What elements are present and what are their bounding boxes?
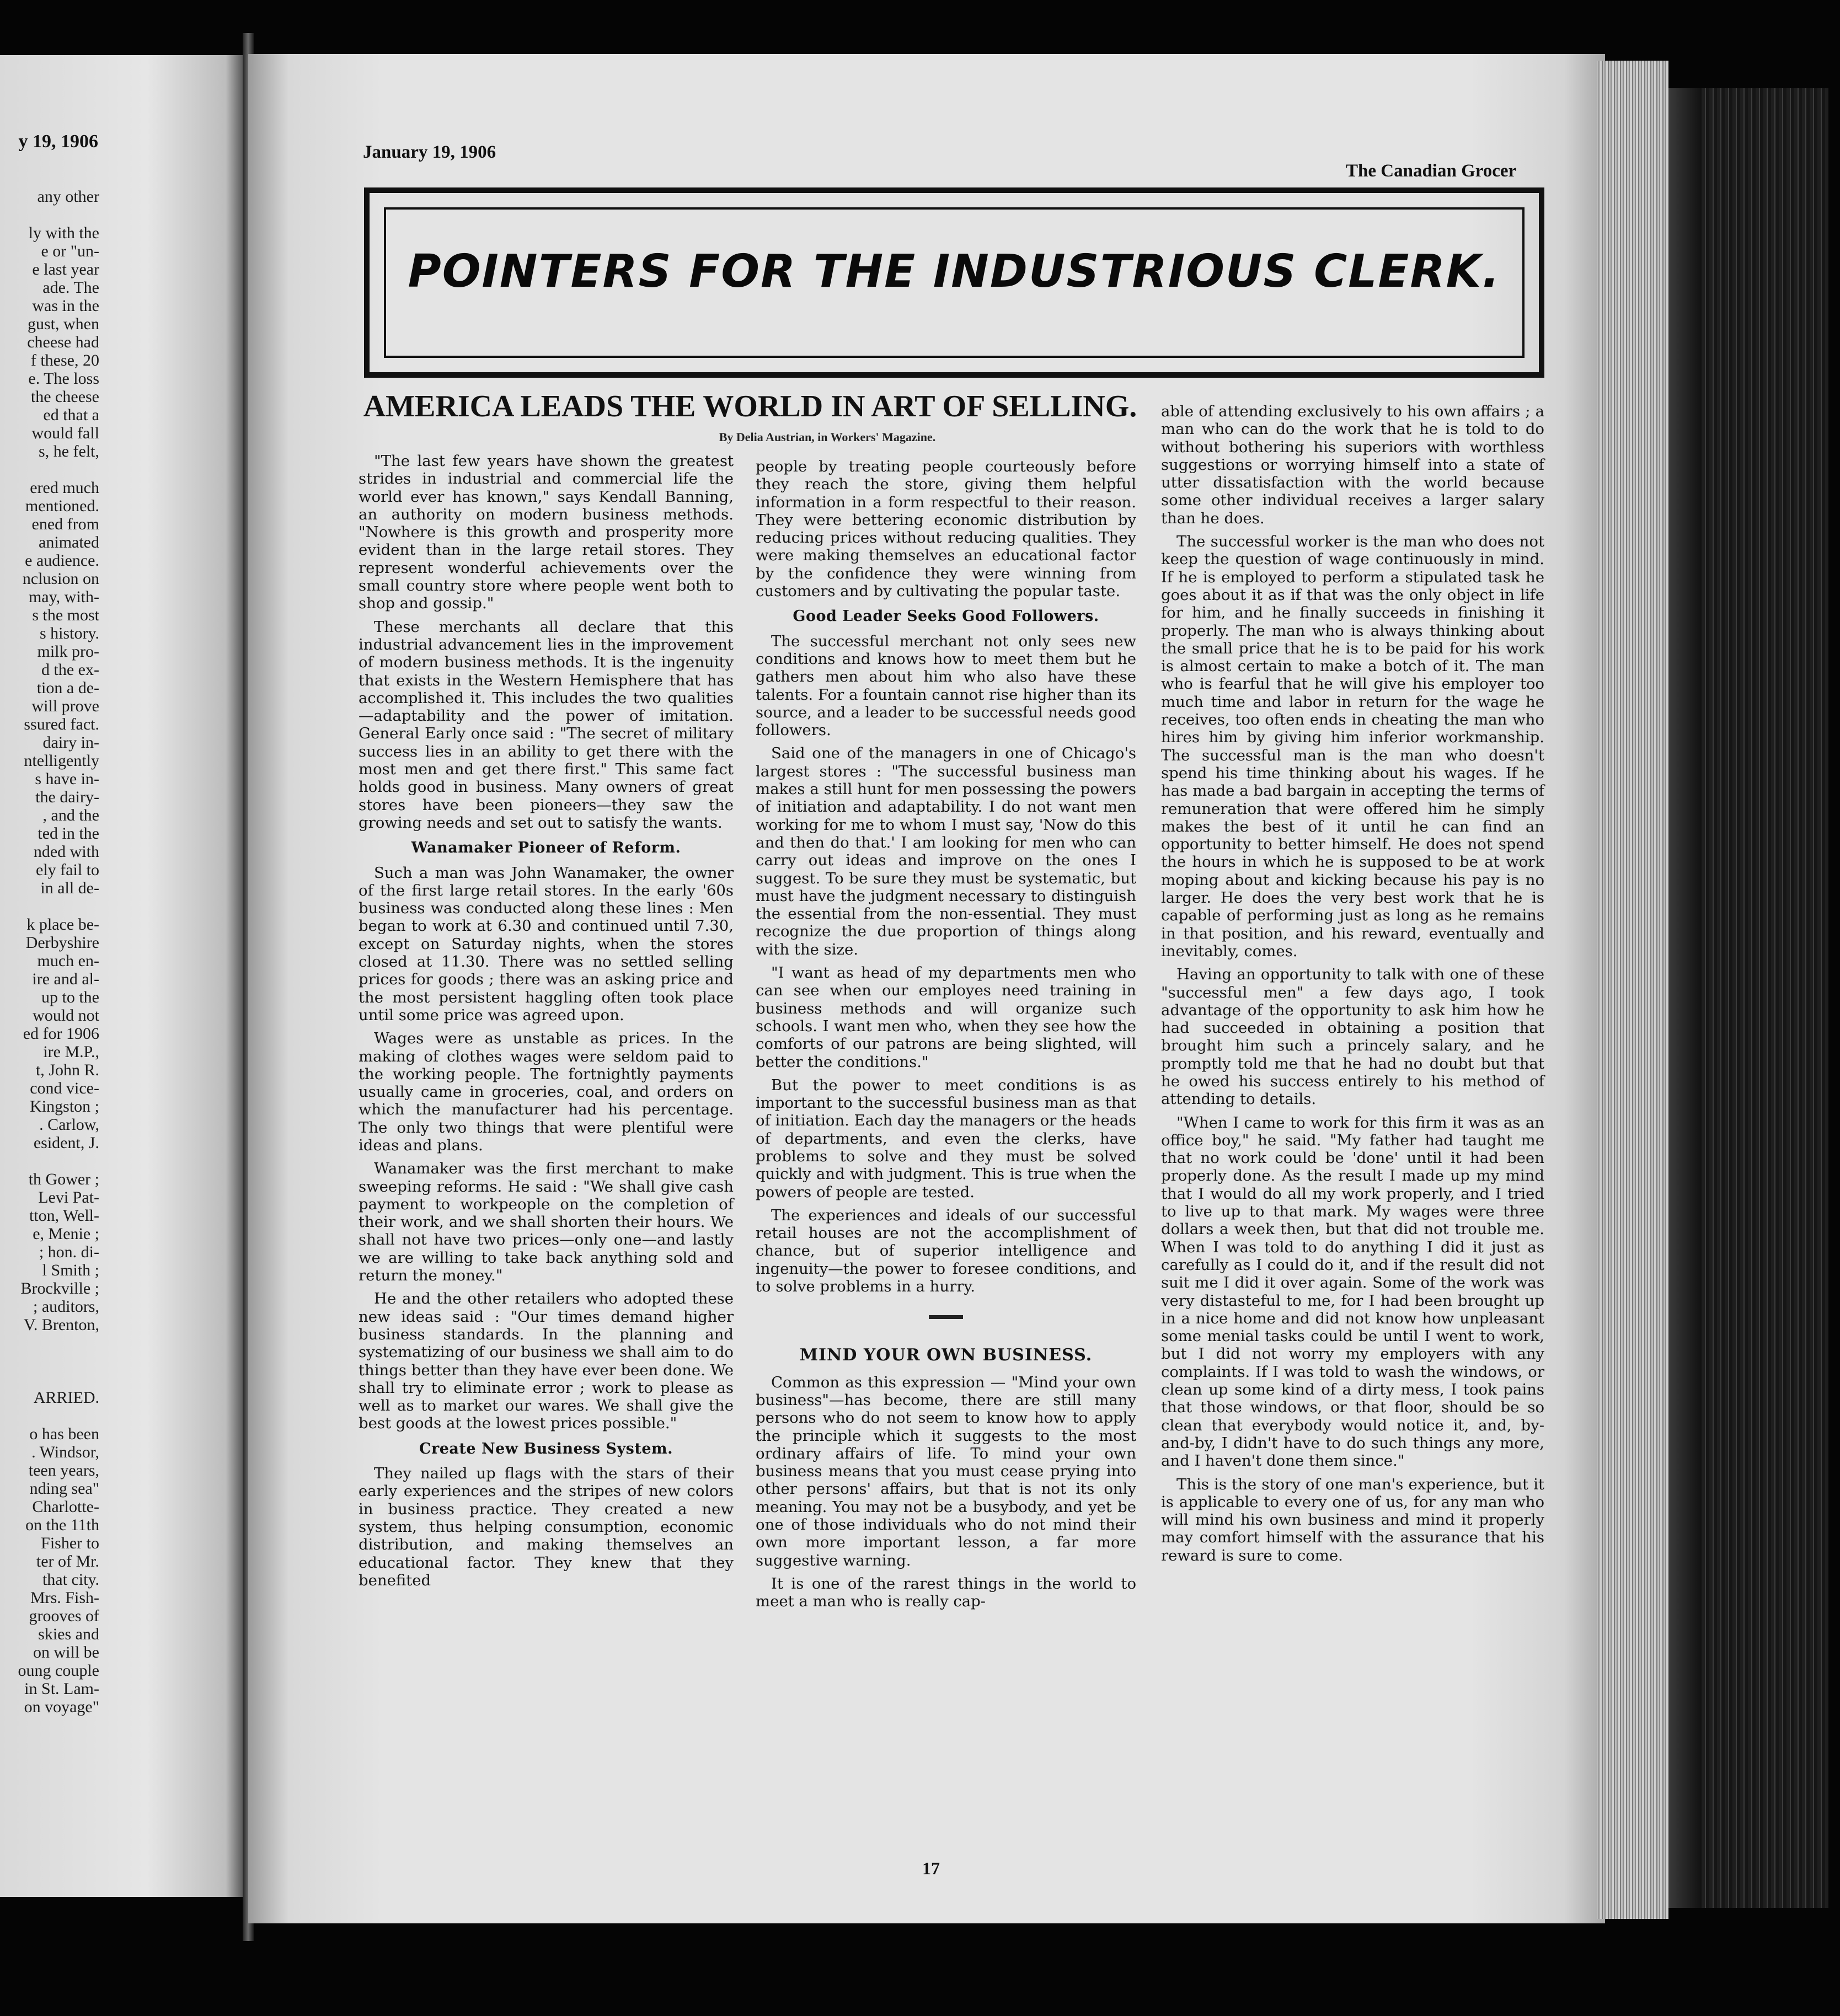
left-page-line: may, with- [28,588,99,606]
journal-title: The Canadian Grocer [1346,161,1517,181]
left-page-line: any other [37,187,99,206]
left-page-line: gust, when [28,315,99,333]
left-page-line: would fall [31,424,99,442]
left-page-line: tton, Well- [29,1207,99,1225]
left-page-line: l Smith ; [42,1261,99,1279]
left-page-line: ARRIED. [33,1388,99,1407]
left-page-line: cheese had [27,333,99,351]
left-page-line: oung couple [18,1661,99,1680]
left-page-line: ened from [31,515,99,533]
paragraph: Having an opportunity to talk with one of these "successful men" a few days ago, I took advantage of the opportunity to ask him how he had succeeded in obtaining a position that brought him such a princely salary, and he promptly told me that he had no doubt but that he owed his success entirely to his method of attending to details. [1161,966,1544,1108]
left-page-line: o has been [29,1425,99,1443]
paragraph: Said one of the managers in one of Chicago's largest stores : "The successful business man makes a still hunt for men possessing the powers of initiation and adaptability. I do not want men working for me to whom I must say, 'Now do this and then do that.' I am looking for men who can carry out ideas and improve on the ones I suggest. To be sure they must be systematic, but must have the judgment necessary to distinguish the essential from the non-essential. They must recognize the due proportion of things along with the size. [756,744,1136,958]
banner-frame [364,187,1544,378]
article-column-3 [1161,403,1544,1570]
left-page-line: on voyage" [24,1698,99,1716]
left-page-line: the dairy- [35,788,99,806]
article-headline: AMERICA LEADS THE WORLD IN ART OF SELLING. [363,389,1137,423]
left-page-line: cond vice- [30,1079,99,1097]
left-page-line: mentioned. [25,497,99,515]
left-page-line: f these, 20 [30,351,99,369]
left-page-line: ly with the [28,224,99,242]
left-page-line: ire M.P., [43,1043,99,1061]
left-page-line: d the ex- [41,661,99,679]
paragraph: "When I came to work for this firm it was as an office boy," he said. "My father had taught me that no work could be 'done' until it had been properly done. As the result I made up my mind that I would do all my work properly, and I tried to live up to that mark. My wages were three dollars a week then, but that did not trouble me. When I was told to do anything I did it just as carefully as I could do it, and if the result did not suit me I did it over again. Some of the work was very distasteful to me, for I had been brought up in a nice home and did not know how unpleasant some menial tasks could be until I went to work, but I did not worry my employers with any complaints. If I was told to wash the windows, or clean up some kind of a dirty mess, I took pains that those windows, or that floor, should be so clean that everybody would notice it, and, by-and-by, I didn't have to do such things any more, and I haven't done them since." [1161,1113,1544,1470]
left-page-line [0,1352,99,1370]
left-page-line [0,206,99,224]
left-page-line: . Windsor, [31,1443,99,1461]
left-page-line: s history. [39,624,99,642]
left-page-line: in St. Lam- [24,1680,99,1698]
paragraph: The successful worker is the man who does not keep the question of wage continuously in mind. If he is employed to perform a stipulated task he goes about it as if that was the only object in life for him, and he finally succeeds in finishing it properly. The man who is always thinking about the small price that he is to be paid for his work is almost certain to make a botch of it. The man who is fearful that he will give his employer too much time and labor in return for the wage he receives, too often ends in cheating the man who hires him by giving him inferior workmanship. The successful man is the man who doesn't spend his time thinking about his wages. If he has made a bad bargain in accepting the terms of remuneration that were offered him he simply makes the best of it until he can find an opportunity to better himself. He does not spend the hours in which he is supposed to be at work moping about and kicking because his pay is no larger. He does the very best work that he is capable of performing just as long as he remains in that position, and his reward, eventually and inevitably, comes. [1161,533,1544,960]
left-page-line: Derbyshire [25,934,99,952]
left-page-line: that city. [42,1570,99,1589]
left-page-line: ed for 1906 [23,1025,99,1043]
left-page-line: ire and al- [32,970,99,988]
left-page-line: e. The loss [28,369,99,388]
paragraph: They nailed up flags with the stars of their early experiences and the stripes of new colors in business practice. They created a new system, thus helping consumption, economic distribution, and making themselves an educational factor. They knew that they benefited [359,1465,734,1589]
left-page-line: nded with [33,843,99,861]
subheading: Create New Business System. [419,1440,673,1457]
left-page-line: in all de- [40,879,99,897]
left-page-line: Fisher to [41,1534,99,1552]
left-page-line: e last year [32,260,99,278]
left-page-line: , and the [42,806,99,824]
paragraph: able of attending exclusively to his own affairs ; a man who can do the work that he is told to do without bothering his superiors with worthless suggestions or worrying himself into a state of utter dissatisfaction with the world because some other individual receives a larger salary than he does. [1161,403,1544,527]
left-page-line: th Gower ; [28,1170,99,1188]
left-page-line: would not [33,1006,99,1025]
left-page-line: Mrs. Fish- [30,1589,99,1607]
paragraph: "I want as head of my departments men who can see when our employes need training in business methods and will organize such schools. I want men who, when they see how the comforts of our patrons are being slighted, will better the conditions." [756,964,1136,1071]
left-page-line: ted in the [38,824,99,843]
left-page-line: s, he felt, [39,442,99,460]
paragraph: The successful merchant not only sees new conditions and knows how to meet them but he gathers men about him who also have these talents. For a fountain cannot rise higher than its source, and a leader to be successful needs good followers. [756,632,1136,739]
left-page-line: animated [39,533,99,551]
left-page-line: ely fail to [36,861,99,879]
left-page-line: much en- [37,952,99,970]
banner-title: POINTERS FOR THE INDUSTRIOUS CLERK. [408,245,1501,298]
left-page-line: ssured fact. [24,715,99,733]
left-page-line: e audience. [25,551,99,570]
left-page-line: ; auditors, [33,1297,99,1316]
section-heading: MIND YOUR OWN BUSINESS. [799,1345,1093,1365]
subheading: Good Leader Seeks Good Followers. [793,608,1099,625]
paragraph: "The last few years have shown the greatest strides in industrial and commercial life the world ever has known," says Kendall Banning, an authority on modern business methods. "Nowhere is this growth and prosperity more evident than in the large retail stores. They represent wonderful achievements over the small country store where people went both to shop and gossip." [359,452,734,613]
paragraph: These merchants all declare that this industrial advancement lies in the improvement of modern business methods. It is the ingenuity that exists in the Western Hemisphere that has accomplished it. This includes the two qualities—adaptability and the power of imitation. General Early once said : "The secret of military success lies in an ability to get there with the most men and get there first." This same fact holds good in business. Many owners of great stores have been pioneers—they saw the growing needs and set out to satisfy the wants. [359,618,734,832]
left-page-line: tion a de- [36,679,99,697]
left-page-line [0,1407,99,1425]
left-page-line: esident, J. [33,1134,99,1152]
paragraph: Common as this expression — "Mind your own business"—has become, there are still many persons who do not seem to know how to apply the principle which it suggests to the most ordinary affairs of life. To mind your own business means that you must cease prying into other persons' affairs, but that is not its only meaning. You may not be a busybody, and yet be one of those individuals who do not mind their own more important lesson, a far more suggestive warning. [756,1373,1136,1569]
left-page-line: nding sea" [29,1479,99,1498]
left-page-text [0,187,99,1716]
cover-edge [1668,88,1702,1908]
paragraph: Such a man was John Wanamaker, the owner of the first large retail stores. In the early '60s business was conducted along these lines : Men began to work at 6.30 and continued until 7.30, except on Saturday nights, when the stores closed at 11.30. There was no settled selling prices for goods ; there was an asking price and the most persistent haggling often took place until some price was agreed upon. [359,864,734,1024]
left-page-line: teen years, [28,1461,99,1479]
left-page-line: grooves of [29,1607,99,1625]
left-page-line: ed that a [43,406,99,424]
left-page-line [0,897,99,915]
page-number: 17 [922,1858,940,1878]
paragraph: He and the other retailers who adopted these new ideas said : "Our times demand higher business standards. In the planning and systematizing of our business we shall aim to do things better than they have ever been done. We shall try to eliminate error ; work to please as well as to market our wares. We shall give the best goods at the lowest prices possible." [359,1290,734,1433]
left-page-line [0,1334,99,1352]
left-page-line: e, Menie ; [33,1225,99,1243]
paragraph: Wages were as unstable as prices. In the making of clothes wages were seldom paid to the working people. The fortnightly payments usually came in groceries, coal, and orders on which the manufacturer had his percentage. The only two things that were plentiful were ideas and plans. [359,1030,734,1154]
paragraph: people by treating people courteously before they reach the store, giving them helpful information in a form respectful to their reason. They were bettering economic distribution by reducing prices without reducing qualities. They were making themselves an educational factor by the confidence they were winning from customers and by cultivating the popular taste. [756,458,1136,600]
left-page-line: t, John R. [35,1061,99,1079]
article-byline: By Delia Austrian, in Workers' Magazine. [719,430,936,444]
left-page-line: k place be- [26,915,99,934]
left-page-line [0,1370,99,1388]
article-column-2 [756,458,1136,1616]
left-page-line: ntelligently [24,752,99,770]
left-page-line: Charlotte- [32,1498,99,1516]
left-page-line: e or "un- [41,242,99,260]
page-date: January 19, 1906 [363,142,496,162]
left-page-line: on will be [33,1643,99,1661]
book-spine [1702,88,1828,1908]
left-page-line: nclusion on [22,570,99,588]
left-page-line: dairy in- [42,733,99,752]
left-page-line: s have in- [35,770,99,788]
left-page-line: on the 11th [25,1516,99,1534]
left-page-line: was in the [32,297,99,315]
left-page-line: the cheese [30,388,99,406]
left-page-line: Kingston ; [30,1097,99,1116]
left-page-line: Levi Pat- [38,1188,99,1207]
left-page-line: ter of Mr. [36,1552,99,1570]
paragraph: But the power to meet conditions is as important to the successful business man as that of initiation. Each day the managers or the heads of departments, and even the clerks, have problems to solve and they must be solved quickly and with judgment. This is true when the powers of people are tested. [756,1076,1136,1201]
left-page-line: Brockville ; [20,1279,99,1297]
left-page-line [0,1152,99,1170]
left-page-line: up to the [41,988,99,1006]
left-page-date: y 19, 1906 [18,131,98,152]
paragraph: It is one of the rarest things in the world to meet a man who is really cap- [756,1574,1136,1611]
subheading: Wanamaker Pioneer of Reform. [411,839,681,857]
left-page-line: ade. The [42,278,99,297]
left-page-line: will prove [31,697,99,715]
left-page-line: . Carlow, [39,1116,99,1134]
left-page-line [0,460,99,479]
left-page-line: skies and [38,1625,99,1643]
left-page-line: V. Brenton, [24,1316,99,1334]
left-page-line: milk pro- [37,642,99,661]
paragraph: The experiences and ideals of our successful retail houses are not the accomplishment of chance, but of superior intelligence and ingenuity—the power to foresee conditions, and to solve problems in a hurry. [756,1206,1136,1296]
page-edges [1597,61,1668,1919]
section-divider [929,1315,963,1319]
left-page-line: ered much [30,479,99,497]
left-page-line: ; hon. di- [39,1243,99,1261]
article-column-1 [359,452,734,1595]
paragraph: Wanamaker was the first merchant to make sweeping reforms. He said : "We shall give cash payment to workpeople on the completion of their work, and we shall shorten their hours. We shall not have two prices—only one—and lastly we are willing to take back anything sold and return the money." [359,1160,734,1285]
left-page-line: s the most [32,606,99,624]
paragraph: This is the story of one man's experience, but it is applicable to every one of us, for any man who will mind his own business and mind it properly may comfort himself with the assurance that his reward is sure to come. [1161,1475,1544,1564]
